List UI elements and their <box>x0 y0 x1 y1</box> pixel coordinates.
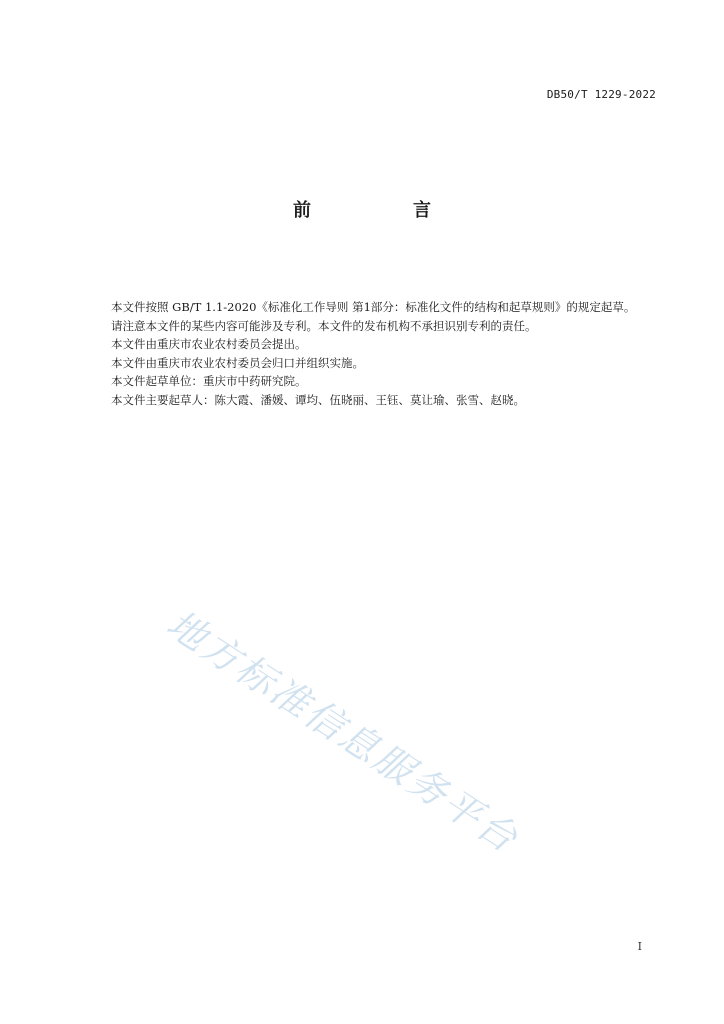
paragraph-drafters: 本文件主要起草人：陈大霞、潘媛、谭均、伍晓丽、王钰、莫让瑜、张雪、赵晓。 <box>111 392 525 407</box>
standard-code: DB50/T 1229-2022 <box>546 88 656 101</box>
paragraph-proposer: 本文件由重庆市农业农村委员会提出。 <box>111 337 307 351</box>
paragraph-patent-notice: 请注意本文件的某些内容可能涉及专利。本文件的发布机构不承担识别专利的责任。 <box>111 318 537 333</box>
watermark: 地方标准信息服务平台 <box>159 601 527 862</box>
page-title: 前 言 <box>293 200 473 221</box>
paragraph-drafting-rules: 本文件按照 GB/T 1.1-2020《标准化工作导则 第1部分：标准化文件的结构和起草规则》的规定起草。 <box>111 300 636 314</box>
foreword-body <box>87 298 659 409</box>
page-number: I <box>637 940 642 953</box>
paragraph-centralized: 本文件由重庆市农业农村委员会归口并组织实施。 <box>111 355 364 370</box>
paragraph-drafting-unit: 本文件起草单位：重庆市中药研究院。 <box>111 374 307 388</box>
